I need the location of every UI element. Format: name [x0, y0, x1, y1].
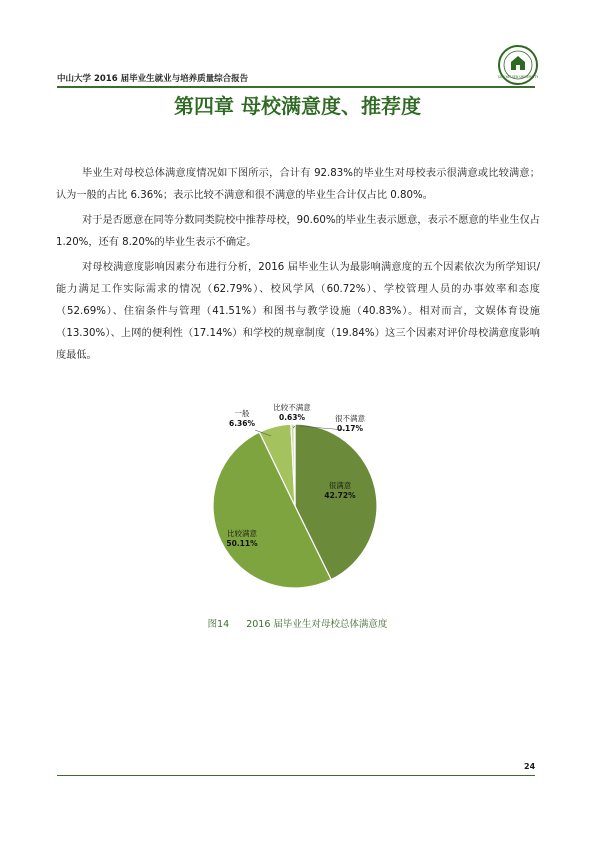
- slice-value-1: 50.11%: [226, 539, 258, 548]
- figure-number: 图14: [207, 619, 230, 630]
- header-rule: [57, 86, 535, 88]
- slice-label-3: 比较不满意: [273, 403, 311, 412]
- paragraph-2: 对于是否愿意在同等分数同类院校中推荐母校，90.60%的毕业生表示愿意，表示不愿意的毕业生仅占 1.20%，还有 8.20%的毕业生表示不确定。: [56, 215, 540, 248]
- slice-value-3: 0.63%: [278, 413, 306, 422]
- slice-label-0: 很满意: [328, 481, 352, 490]
- paragraph-1: 毕业生对母校总体满意度情况如下图所示，合计有 92.83%的毕业生对母校表示很满意或比较满意；认为一般的占比 6.36%；表示比较不满意和很不满意的毕业生合计仅占比 0.80%。: [56, 168, 540, 201]
- slice-label-2: 一般: [234, 409, 250, 418]
- slice-value-4: 0.17%: [336, 424, 364, 433]
- paragraph-3: 对母校满意度影响因素分布进行分析，2016 届毕业生认为最影响满意度的五个因素依次为所学知识/能力满足工作实际需求的情况（62.79%）、校风学风（60.72%）、学校管理人员的办事效率和态度（52.69%）、住宿条件与管理（41.51%）和图书与教学设施（40.83%）。相对而言，文娱体育设施（13.30%）、上网的便利性（17.14%）和学校的规章制度（19.84%）这三个因素对评价母校满意度影响度最低。: [56, 262, 540, 361]
- university-logo: [498, 45, 538, 85]
- figure-title: 2016 届毕业生对母校总体满意度: [246, 619, 388, 630]
- slice-label-4: 很不满意: [335, 414, 365, 423]
- logo-text: SUN YAT-SEN UNIVERSITY: [498, 75, 538, 79]
- satisfaction-pie-chart: [195, 396, 405, 596]
- running-header: 中山大学 2016 届毕业生就业与培养质量综合报告: [57, 74, 249, 84]
- footer-rule: [57, 775, 535, 776]
- figure-caption: [0, 616, 595, 630]
- chapter-title: 第四章 母校满意度、推荐度: [174, 94, 421, 118]
- page-number: 24: [524, 762, 536, 771]
- slice-label-1: 比较满意: [227, 529, 257, 538]
- slice-value-0: 42.72%: [324, 491, 356, 500]
- slice-value-2: 6.36%: [228, 419, 256, 428]
